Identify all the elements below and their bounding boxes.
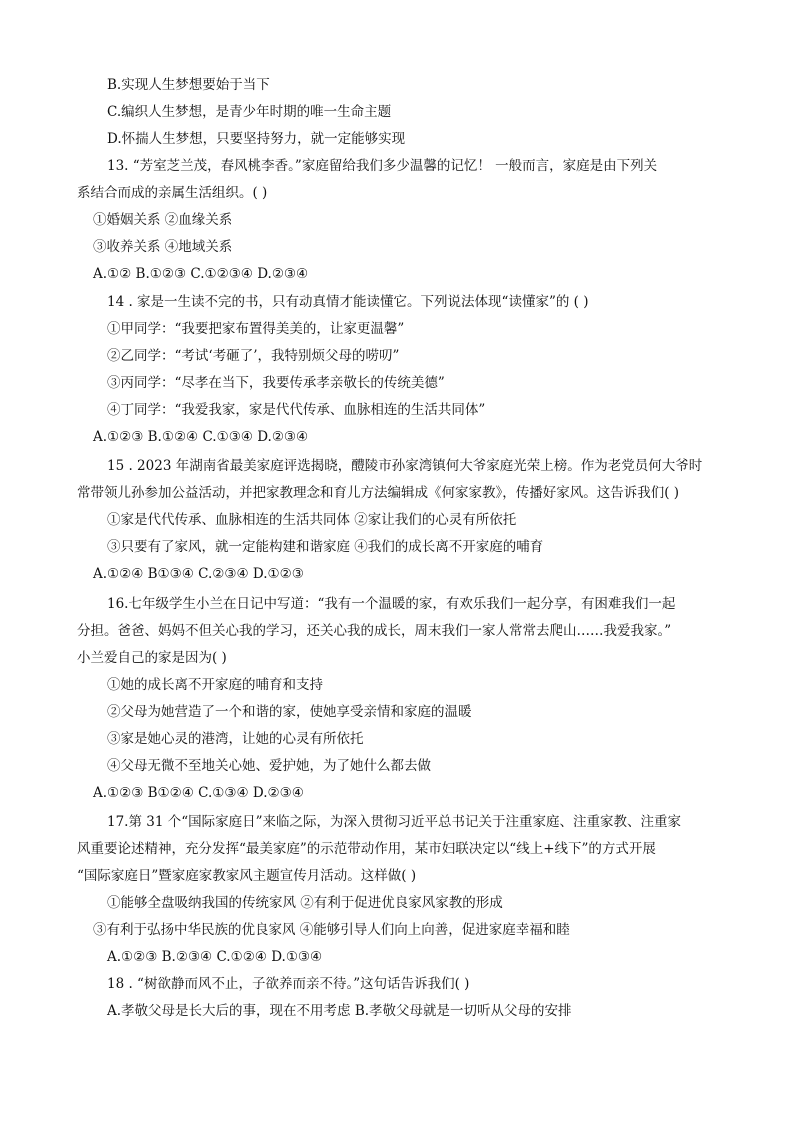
q18-options: A.孝敬父母是长大后的事，现在不用考虑 B.孝敬父母就是一切听从父母的安排 <box>107 1003 572 1019</box>
q17-items-line2: ③有利于弘扬中华民族的优良家风 ④能够引导人们向上向善，促进家庭幸福和睦 <box>93 922 570 938</box>
q16-item-1: ①她的成长离不开家庭的哺育和支持 <box>107 677 323 693</box>
q17-items-line1: ①能够全盘吸纳我国的传统家风 ②有利于促进优良家风家教的形成 <box>107 895 503 911</box>
q16-stem-line3: 小兰爱自己的家是因为( ) <box>77 650 227 666</box>
q14-stem: 14 . 家是一生读不完的书，只有动真情才能读懂它。下列说法体现“读懂家”的 ( ) <box>107 294 589 310</box>
q16-stem-line2: 分担。爸爸、妈妈不但关心我的学习，还关心我的成长，周末我们一家人常常去爬山……我爱我家。” <box>77 623 672 639</box>
q17-stem-line2: 风重要论述精神，充分发挥“最美家庭”的示范带动作用，某市妇联决定以“线上+线下”的方式开展 <box>77 841 656 857</box>
q14-item-1: ①甲同学：“我要把家布置得美美的，让家更温馨” <box>107 321 405 337</box>
q12-option-b: B.实现人生梦想要始于当下 <box>107 77 270 93</box>
q12-option-d: D.怀揣人生梦想，只要坚持努力，就一定能够实现 <box>107 131 406 147</box>
q18-stem: 18 . “树欲静而风不止，子欲养而亲不待。”这句话告诉我们( ) <box>107 976 470 992</box>
q14-item-3: ③丙同学：“尽孝在当下，我要传承孝亲敬长的传统美德” <box>107 375 445 391</box>
q17-answers: A.①②③ B.②③④ C.①②④ D.①③④ <box>107 949 323 965</box>
q13-items-line2: ③收养关系 ④地域关系 <box>93 239 233 255</box>
q16-item-3: ③家是她心灵的港湾，让她的心灵有所依托 <box>107 731 364 747</box>
q16-item-2: ②父母为她营造了一个和谐的家，使她享受亲情和家庭的温暖 <box>107 704 472 720</box>
q17-stem-line1: 17.第 31 个“国际家庭日”来临之际，为深入贯彻习近平总书记关于注重家庭、注重家教、注重家 <box>107 814 682 830</box>
q14-answers: A.①②③ B.①②④ C.①③④ D.②③④ <box>93 429 309 445</box>
q15-stem-line2: 常带领儿孙参加公益活动，并把家教理念和育儿方法编辑成《何家家教》，传播好家风。这告诉我们( ) <box>77 485 680 501</box>
q15-stem-line1: 15 . 2023 年湖南省最美家庭评选揭晓，醴陵市孙家湾镇何大爷家庭光荣上榜。作为老党员何大爷时 <box>107 458 703 474</box>
q15-items-line2: ③只要有了家风，就一定能构建和谐家庭 ④我们的成长离不开家庭的哺育 <box>107 539 544 555</box>
q15-items-line1: ①家是代代传承、血脉相连的生活共同体 ②家让我们的心灵有所依托 <box>107 512 517 528</box>
q13-answers: A.①② B.①②③ C.①②③④ D.②③④ <box>93 266 309 282</box>
q14-item-4: ④丁同学：“我爱我家，家是代代传承、血脉相连的生活共同体” <box>107 402 486 418</box>
q12-option-c: C.编织人生梦想，是青少年时期的唯一生命主题 <box>107 104 392 120</box>
q13-stem-line2: 系结合而成的亲属生活组织。( ) <box>77 185 268 201</box>
q13-items-line1: ①婚姻关系 ②血缘关系 <box>93 212 233 228</box>
q13-stem-line1: 13. “芳室芝兰茂，春风桃李香。”家庭留给我们多少温馨的记忆！ 一般而言，家庭是由下列关 <box>107 158 658 174</box>
q16-item-4: ④父母无微不至地关心她、爱护她，为了她什么都去做 <box>107 758 431 774</box>
q14-item-2: ②乙同学：“考试‘考砸了’，我特别烦父母的唠叨” <box>107 348 400 364</box>
q16-stem-line1: 16.七年级学生小兰在日记中写道：“我有一个温暖的家，有欢乐我们一起分享，有困难我们一起 <box>107 596 676 612</box>
q15-answers: A.①②④ B①③④ C.②③④ D.①②③ <box>93 566 304 582</box>
q17-stem-line3: “国际家庭日”暨家庭家教家风主题宣传月活动。这样做( ) <box>77 868 417 884</box>
q16-answers: A.①②③ B①②④ C.①③④ D.②③④ <box>93 785 304 801</box>
